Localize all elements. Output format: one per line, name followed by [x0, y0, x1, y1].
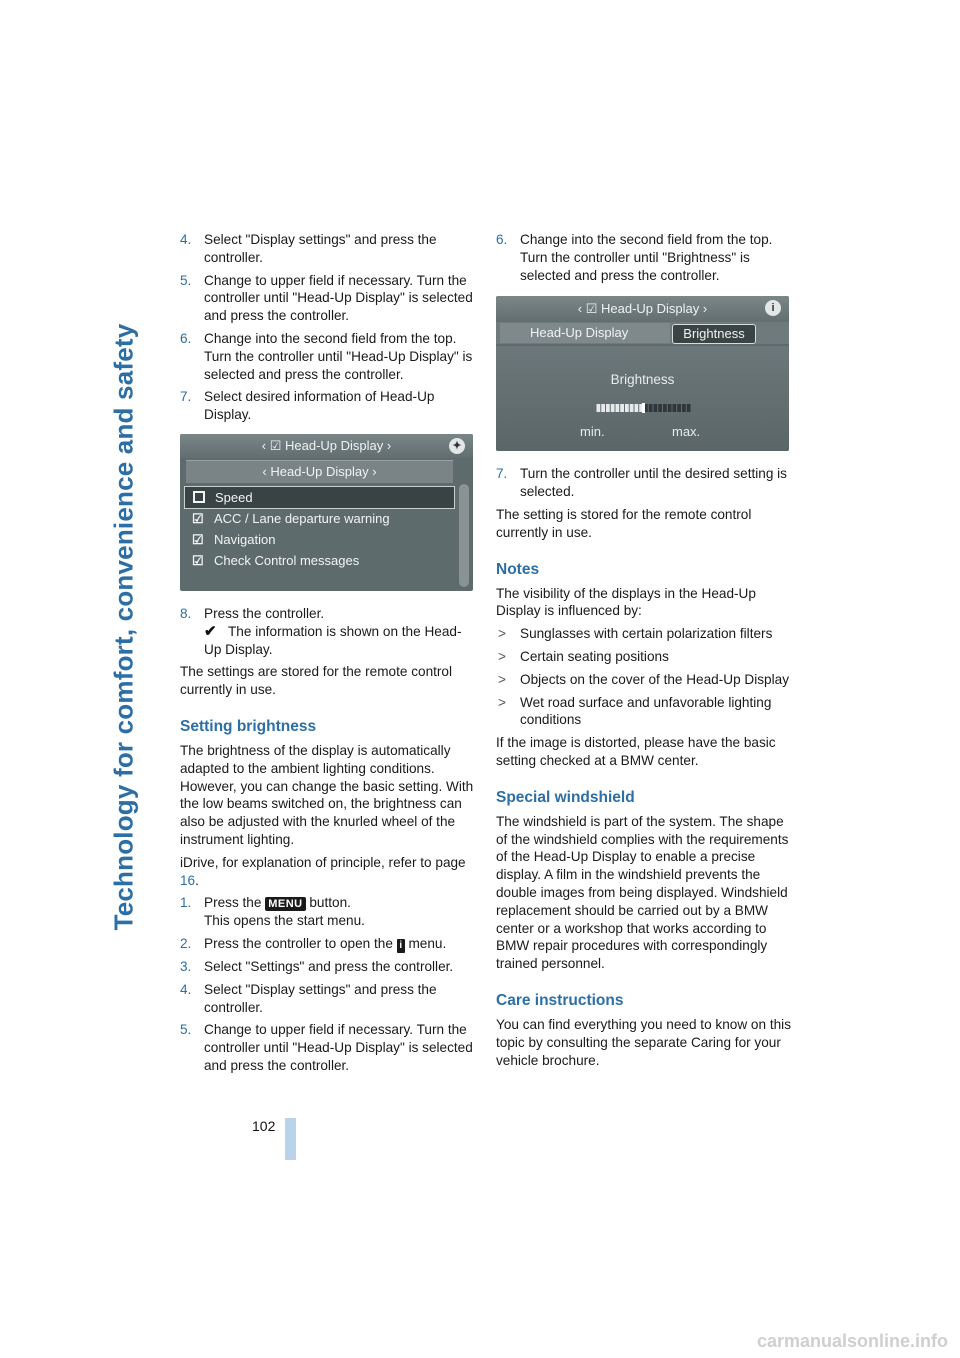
page-marker-bar — [285, 1118, 296, 1160]
screen-row-acc: ☑ ACC / Lane departure warning — [184, 508, 455, 529]
step-item: 1. Press the MENU button. This opens the start menu. — [180, 895, 365, 929]
step-item: 6. Change into the second field from the top. Turn the controller until "Brightness" is selected and press the controller. — [496, 232, 773, 283]
slider-segment — [658, 404, 662, 412]
step-number: 4. — [180, 232, 192, 247]
screen-top-title: ‹ ☑ Head-Up Display › — [180, 434, 473, 458]
step-number: 5. — [180, 1022, 192, 1038]
idrive-reference: iDrive, for explanation of principle, refer to page 16. — [180, 854, 466, 888]
step-number: 3. — [180, 958, 192, 974]
slider-segment — [663, 404, 667, 412]
hud-info-screenshot — [180, 434, 473, 591]
slider-segment — [668, 404, 672, 412]
screen-row-check-control: ☑ Check Control messages — [184, 550, 455, 571]
step-text: Select "Display settings" and press the controller. — [204, 232, 437, 265]
heading-notes: Notes — [496, 560, 540, 578]
screen-body — [496, 346, 789, 451]
step-number: 4. — [180, 981, 192, 997]
side-chapter-title — [98, 232, 150, 1022]
screen-row-speed: Speed — [184, 486, 455, 509]
step-item: 5. Change to upper field if necessary. Turn the controller until "Head-Up Display" is selected and press the controller. — [180, 1022, 473, 1073]
brightness-paragraph: The brightness of the display is automatically adapted to the ambient lighting conditions. However, you can change the basic setting. With the low beams switched on, the brightness can also be adjusted with the knurled wheel of the instrument lighting. — [180, 742, 474, 847]
chapter-title-text: Technology for comfort, convenience and safety — [108, 323, 139, 931]
screen-tab-hud: Head-Up Display — [500, 323, 670, 343]
stored-note: The settings are stored for the remote control currently in use. — [180, 664, 453, 698]
slider-segment — [635, 404, 639, 412]
slider-segment — [682, 404, 686, 412]
step-text: Change to upper field if necessary. Turn the controller until "Head-Up Display" is selected and press the controller. — [204, 272, 473, 324]
step-number: 7. — [496, 466, 508, 482]
step-text: Change into the second field from the top. Turn the controller until "Head-Up Display" is selected and press the controller. — [204, 330, 473, 382]
heading-setting-brightness: Setting brightness — [180, 717, 317, 735]
slider-max-label: max. — [672, 424, 701, 440]
slider-segment — [649, 404, 653, 412]
step-item: 2. Press the controller to open the i menu. — [180, 935, 447, 951]
info-icon: i — [765, 300, 781, 316]
screen-tab-brightness: Brightness — [672, 324, 756, 344]
step-number: 5. — [180, 272, 192, 288]
step-number: 6. — [496, 232, 508, 247]
left-column — [180, 231, 475, 1080]
step-item: 3. Select "Settings" and press the controller. — [180, 958, 454, 974]
page-link[interactable]: 16 — [180, 872, 196, 888]
bullet-arrow-icon: > — [498, 626, 506, 642]
screen-sub-title: ‹ Head-Up Display › — [186, 460, 453, 483]
screen-top-title: ‹ ☑ Head-Up Display › — [496, 296, 789, 322]
heading-care-instructions: Care instructions — [496, 991, 624, 1009]
brightness-screenshot — [496, 296, 789, 451]
menu-button-icon: MENU — [265, 897, 305, 911]
care-paragraph: You can find everything you need to know on this topic by consulting the separate Caring for your vehicle brochure. — [496, 1016, 791, 1068]
screen-row-navigation: ☑ Navigation — [184, 529, 455, 550]
step-item: 7. Turn the controller until the desired setting is selected. — [496, 466, 787, 500]
slider-knob — [642, 403, 645, 413]
step-text: Press the controller. — [204, 605, 325, 621]
screen-scrollbar — [459, 484, 469, 587]
check-icon: ☑ — [192, 510, 204, 526]
heading-special-windshield: Special windshield — [496, 788, 635, 806]
step-number: 8. — [180, 605, 192, 621]
step-text: Select desired information of Head-Up Display. — [204, 389, 435, 423]
distorted-note: If the image is distorted, please have the basic setting checked at a BMW center. — [496, 735, 776, 768]
step-item — [180, 330, 475, 383]
checkmark-icon: ✔ — [204, 622, 217, 640]
site-watermark: carmanualsonline.info — [756, 1331, 948, 1351]
brightness-slider — [596, 403, 691, 413]
slider-segment — [601, 404, 605, 412]
checkbox-empty-icon — [193, 491, 205, 503]
check-icon: ☑ — [192, 531, 204, 547]
slider-segment — [677, 404, 681, 412]
step-number: 1. — [180, 895, 192, 911]
step-number: 6. — [180, 330, 192, 346]
slider-segment — [630, 404, 634, 412]
stored-note: The setting is stored for the remote control currently in use. — [496, 506, 752, 540]
notes-intro: The visibility of the displays in the Head-Up Display is influenced by: — [496, 585, 756, 619]
slider-segment — [654, 404, 658, 412]
slider-segment — [611, 404, 615, 412]
page-number: 102 — [252, 1118, 276, 1134]
slider-segment — [620, 404, 624, 412]
slider-segment — [606, 404, 610, 412]
slider-segment — [625, 404, 629, 412]
windshield-paragraph: The windshield is part of the system. The shape of the windshield complies with the requirements of the Head-Up Display to enable a precise display. A film in the windshield prevents the double images from being displayed. Windshield replacement should be carried out by a BMW center or a workshop that works according to BMW repair procedures with correspondingly trained personnel. — [496, 813, 789, 972]
slider-segment — [687, 404, 691, 412]
list-item: > Wet road surface and unfavorable lighting conditions — [498, 694, 772, 728]
info-menu-icon: i — [397, 939, 405, 953]
bullet-arrow-icon: > — [498, 671, 506, 687]
right-column — [496, 231, 791, 1074]
step-item: 4. Select "Display settings" and press the controller. — [180, 981, 437, 1015]
step-item — [180, 272, 475, 325]
list-item: > Sunglasses with certain polarization filters — [498, 626, 773, 642]
controller-icon: ✦ — [449, 438, 465, 454]
bullet-arrow-icon: > — [498, 694, 506, 710]
slider-min-label: min. — [580, 424, 605, 440]
step-item — [180, 231, 475, 267]
step-item — [180, 388, 475, 424]
step-number: 7. — [180, 389, 192, 405]
slider-segment — [673, 404, 677, 412]
step-item — [180, 605, 475, 623]
slider-segment — [616, 404, 620, 412]
list-item: > Certain seating positions — [498, 648, 669, 664]
slider-segment — [597, 404, 601, 412]
step-number: 2. — [180, 935, 192, 951]
list-item: > Objects on the cover of the Head-Up Display — [498, 671, 789, 687]
step-detail: ✔ The information is shown on the Head-Up Display. — [204, 622, 462, 657]
bullet-arrow-icon: > — [498, 648, 506, 664]
brightness-label: Brightness — [610, 372, 675, 388]
check-icon: ☑ — [192, 552, 204, 568]
